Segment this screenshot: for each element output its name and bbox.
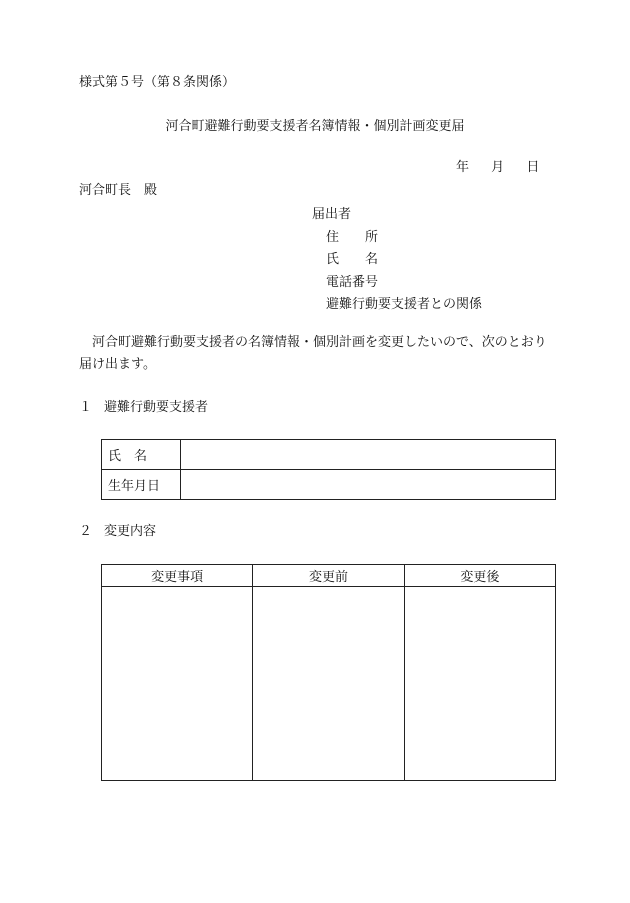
document-title: 河合町避難行動要支援者名簿情報・個別計画変更届 [165,119,465,134]
notifier-heading: 届出者 [312,207,352,222]
person-name-field[interactable] [181,440,556,470]
change-item-field[interactable] [102,587,253,781]
section2-heading [79,523,156,541]
change-table [101,564,556,781]
birthdate-label: 生年月日 [102,470,181,500]
table-row [102,470,556,500]
date-year: 年 [456,160,470,175]
section2-number: ２ [79,524,93,539]
table-header-row [102,565,556,587]
notifier-address-label: 住 所 [326,229,379,245]
notifier-name-label: 氏 名 [326,252,379,267]
date-line [456,159,539,177]
form-number: 様式第５号（第８条関係） [79,75,236,90]
notifier-block [312,204,482,317]
header-change-item: 変更事項 [102,565,253,587]
header-before: 変更前 [253,565,404,587]
notifier-relation-label: 避難行動要支援者との関係 [326,297,483,312]
date-day: 日 [526,160,540,175]
table-row [102,587,556,781]
person-name-label: 氏 名 [102,440,181,470]
birthdate-field[interactable] [181,470,556,500]
section1-number: １ [79,400,93,415]
notifier-phone-label: 電話番号 [326,274,379,290]
addressee: 河合町長 殿 [79,183,158,198]
person-table [101,439,556,500]
table-row [102,440,556,470]
before-field[interactable] [253,587,404,781]
header-after: 変更後 [404,565,555,587]
section1-heading [79,399,208,417]
date-month: 月 [491,160,505,175]
after-field[interactable] [404,587,555,781]
section2-title: 変更内容 [104,524,157,539]
section1-title: 避難行動要支援者 [104,400,209,415]
body-text: 河合町避難行動要支援者の名簿情報・個別計画を変更したいので、次のとおり届け出ます。 [79,335,547,372]
